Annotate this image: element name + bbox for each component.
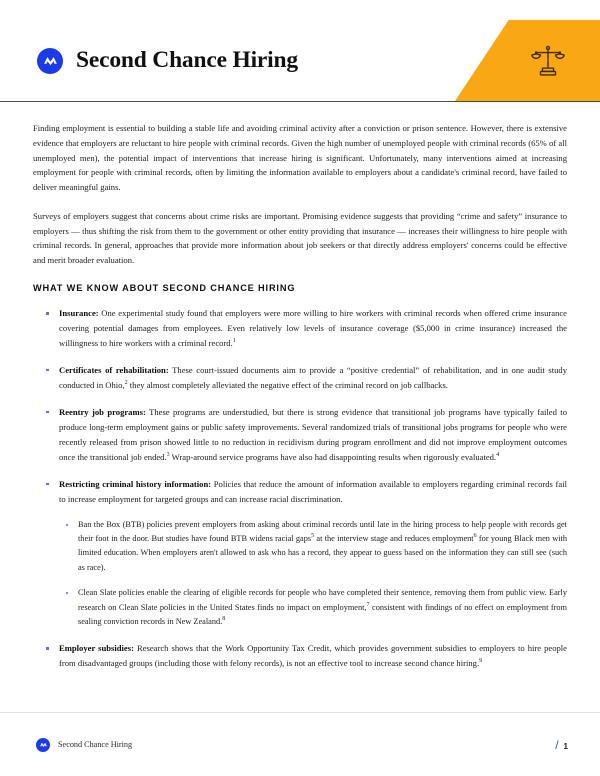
list-item bbox=[33, 405, 567, 465]
list-item bbox=[33, 363, 567, 393]
sub-bullet-text-cont: at the interview stage and reduces employment bbox=[314, 533, 474, 543]
footnote-ref: 2 bbox=[124, 379, 128, 386]
sub-bullet-text: Ban the Box (BTB) policies prevent employers from asking about criminal records until late in the hiring process to help people with records get their foot in the door. But studies have found BTB widens racial gaps bbox=[78, 519, 567, 543]
bullet-dot-icon bbox=[46, 647, 49, 650]
footnote-ref: 1 bbox=[232, 338, 236, 345]
bullet-text-cont: they almost completely alleviated the negative effect of the criminal record on job callbacks. bbox=[127, 379, 448, 390]
footer-title: Second Chance Hiring bbox=[58, 740, 133, 749]
bullet-lead: Employer subsidies: bbox=[59, 643, 134, 654]
sub-bullet-text-cont2: for young Black men with limited education. When employers aren't allowed to ask who has a record, they appear to guess based on the information they can still see (such as race). bbox=[78, 533, 567, 572]
footnote-ref: 7 bbox=[366, 601, 370, 608]
bullet-lead: Insurance: bbox=[59, 308, 99, 319]
avantgarde-monogram-icon bbox=[36, 738, 50, 752]
bullet-lead: Certificates of rehabilitation: bbox=[59, 364, 169, 375]
footnote-ref: 3 bbox=[166, 451, 170, 458]
footnote-ref: 5 bbox=[311, 533, 315, 540]
footnote-ref: 4 bbox=[496, 451, 500, 458]
document-footer bbox=[0, 713, 600, 776]
document-header bbox=[0, 20, 600, 101]
page-number: 1 bbox=[563, 741, 568, 751]
footer-separator: / bbox=[555, 737, 559, 752]
page-indicator bbox=[555, 738, 568, 752]
sub-list-item bbox=[59, 518, 567, 576]
sub-bullet-dot-icon bbox=[66, 524, 68, 526]
sub-bullet-text: Clean Slate policies enable the clearing of eligible records for people who have completed their sentence, removing them from public view. Early research on Clean Slate policies in the United States finds no impact on employment, bbox=[78, 588, 567, 612]
intro-paragraph-1: Finding employment is essential to building a stable life and avoiding criminal activity after a conviction or prison sentence. However, there is extensive evidence that employers are reluctant to hire people with criminal records. Given the high number of unemployed people with criminal records (65% of all unemployed men), the potential impact of interventions that increase hiring is significant. Unfortunately, many interventions aimed at increasing employment for people with criminal records, often by limiting the information available to employers about a candidate's criminal record, have failed to deliver meaningful gains. bbox=[33, 123, 567, 193]
document-body bbox=[33, 121, 567, 671]
sub-list-item bbox=[59, 586, 567, 629]
bullet-lead: Restricting criminal history information: bbox=[59, 478, 212, 489]
footnote-ref: 8 bbox=[222, 616, 226, 623]
sub-bullet-dot-icon bbox=[66, 592, 68, 594]
footnote-ref: 9 bbox=[479, 658, 483, 665]
header-divider bbox=[0, 101, 600, 102]
footnote-ref: 6 bbox=[473, 533, 477, 540]
list-item bbox=[33, 306, 567, 351]
bullet-dot-icon bbox=[46, 369, 49, 372]
scales-of-justice-icon bbox=[529, 42, 567, 80]
bullet-text-cont: Wrap-around service programs have also had disappointing results when rigorously evaluated. bbox=[169, 451, 497, 462]
bullet-text: One experimental study found that employers were more willing to hire workers with criminal records when offered crime insurance covering potential damages from employees. Even relatively low levels of insurance coverage ($5,000 in crime insurance) increased the willingness to hire workers with a criminal record. bbox=[59, 308, 567, 348]
bullet-dot-icon bbox=[46, 483, 49, 486]
bullet-text: Policies that reduce the amount of information available to employers regarding criminal records fail to increase employment for targeted groups and can increase racial discrimination. bbox=[59, 478, 567, 504]
sub-list bbox=[59, 518, 567, 630]
key-findings-list bbox=[33, 306, 567, 671]
bullet-lead: Reentry job programs: bbox=[59, 406, 146, 417]
bullet-text: Research shows that the Work Opportunity Tax Credit, which provides government subsidies to employers to hire people from disadvantaged groups (including those with felony records), is not an effective tool to increase second chance hiring. bbox=[59, 643, 567, 669]
page-title: Second Chance Hiring bbox=[76, 47, 298, 73]
bullet-text: These court-issued documents aim to provide a “positive credential” of rehabilitation, and in one audit study conducted in Ohio, bbox=[59, 364, 567, 390]
avantgarde-monogram-icon bbox=[37, 48, 63, 74]
sub-bullet-text-cont: consistent with findings of no effect on employment from sealing conviction records in New Zealand. bbox=[78, 602, 567, 627]
bullet-dot-icon bbox=[46, 411, 49, 414]
section-heading: WHAT WE KNOW ABOUT SECOND CHANCE HIRING bbox=[33, 283, 296, 294]
bullet-text: These programs are understudied, but there is strong evidence that transitional job programs have typically failed to produce long-term employment gains or public safety improvements. Several randomized trials of transitional jobs programs for people who were recently released from prison showed little to no reduction in recidivism during program enrollment and did not improve employment outcomes once the transitional job ended. bbox=[59, 406, 567, 462]
bullet-dot-icon bbox=[46, 312, 49, 315]
intro-paragraph-2: Surveys of employers suggest that concerns about crime risks are important. Promising evidence suggests that providing “crime and safety” insurance to employers — thus shifting the risk from them to the government or other entity providing that insurance — increases their willingness to hire people with criminal records. In general, approaches that provide more information about job seekers or that directly address employers' concerns could be effective and merit broader evaluation. bbox=[33, 210, 567, 266]
list-item bbox=[33, 641, 567, 671]
list-item bbox=[33, 477, 567, 630]
